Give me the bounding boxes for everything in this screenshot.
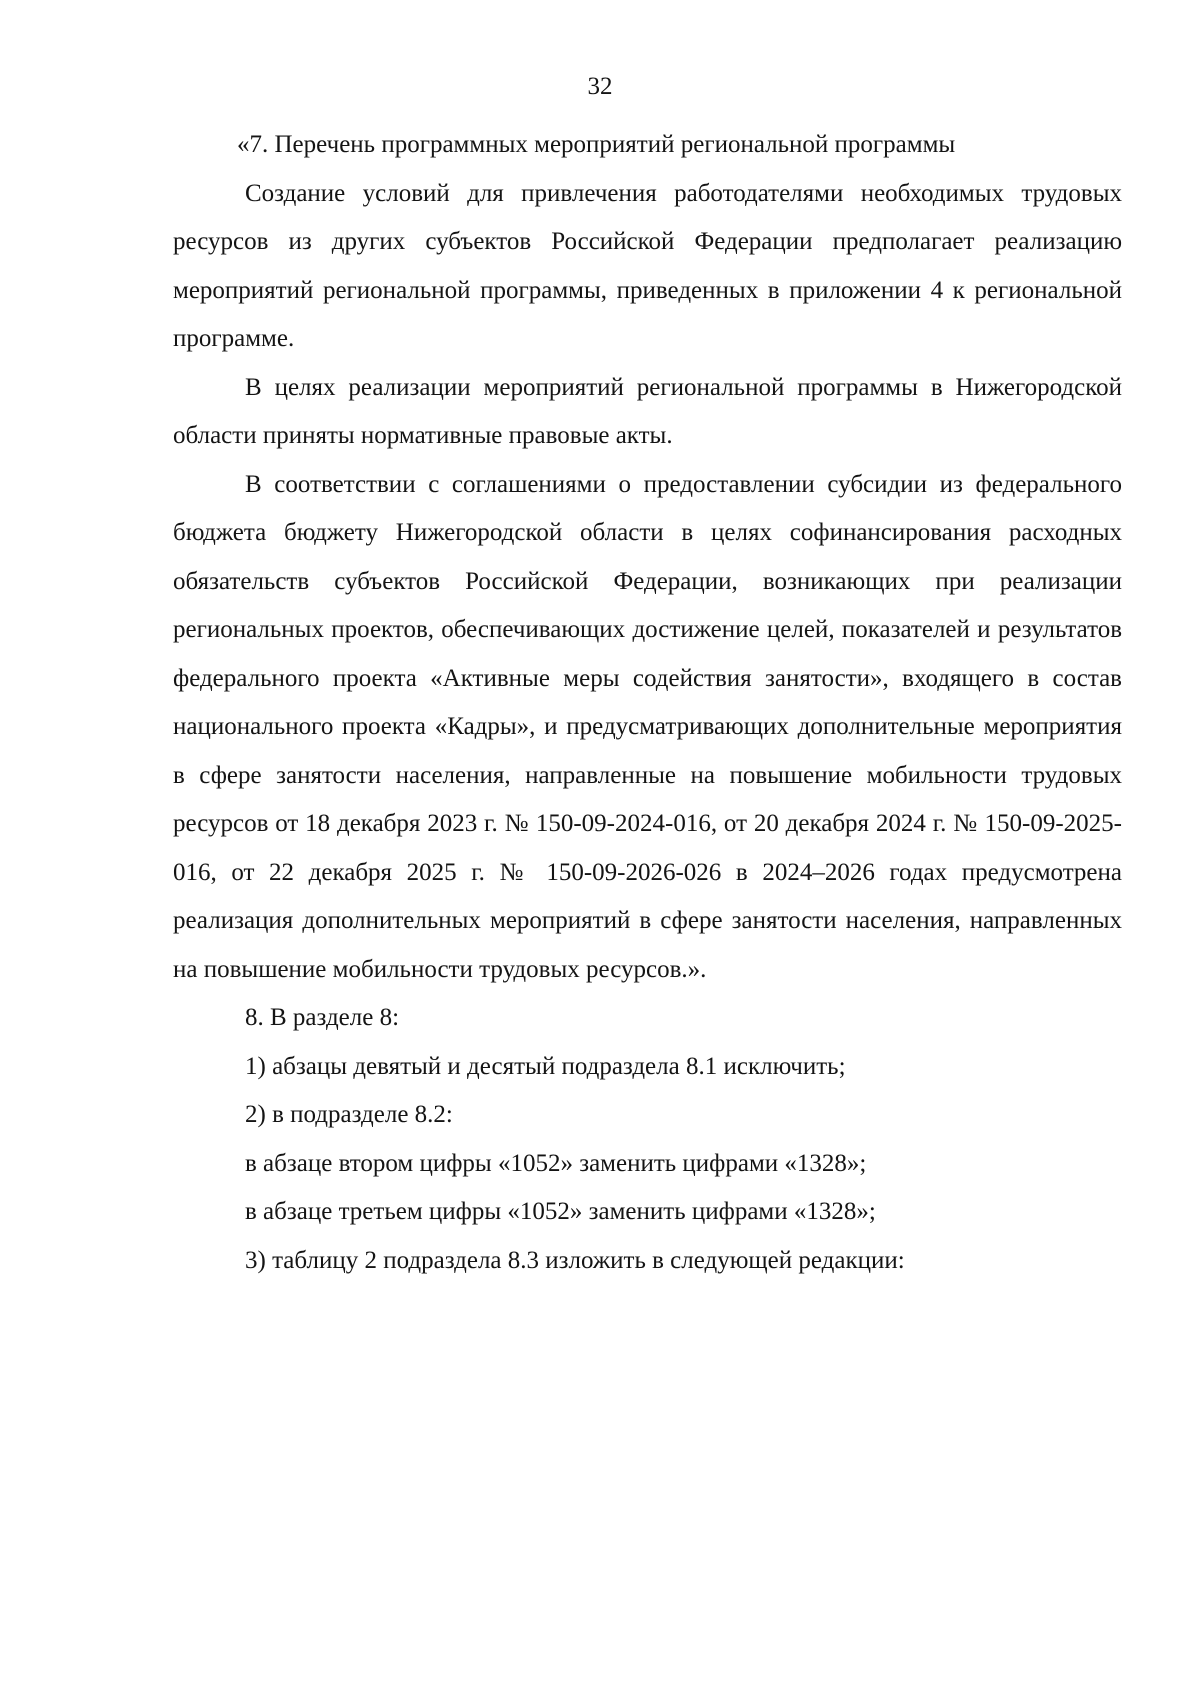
list-item: 3) таблицу 2 подраздела 8.3 изложить в следующей редакции: bbox=[245, 1246, 905, 1274]
paragraph-legal-acts: В целях реализации мероприятий региональной программы в Нижегородской области приняты нормативные правовые акты. bbox=[173, 373, 1122, 449]
section-heading: «7. Перечень программных мероприятий региональной программы bbox=[237, 131, 956, 158]
list-item: 1) абзацы девятый и десятый подраздела 8.1 исключить; bbox=[245, 1052, 846, 1080]
document-body bbox=[173, 121, 1122, 1285]
list-item: в абзаце третьем цифры «1052» заменить цифрами «1328»; bbox=[245, 1198, 876, 1225]
page-number: 32 bbox=[587, 73, 613, 100]
list-item: 2) в подразделе 8.2: bbox=[245, 1101, 453, 1128]
list-item: 8. В разделе 8: bbox=[245, 1004, 400, 1031]
paragraph-intro: Создание условий для привлечения работодателями необходимых трудовых ресурсов из других субъектов Российской Федерации предполагает реализацию мероприятий региональной программы, приведенных в приложении 4 к региональной программе. bbox=[173, 179, 1122, 352]
list-item: в абзаце втором цифры «1052» заменить цифрами «1328»; bbox=[245, 1149, 867, 1177]
paragraph-subsidy-agreements: В соответствии с соглашениями о предоставлении субсидии из федерального бюджета бюджету Нижегородской области в целях софинансирования расходных обязательств субъектов Российской Федерации, возникающих при реализации региональных проектов, обеспечивающих достижение целей, показателей и результатов федерального проекта «Активные меры содействия занятости», входящего в состав национального проекта «Кадры», и предусматривающих дополнительные мероприятия в сфере занятости населения, направленные на повышение мобильности трудовых ресурсов от 18 декабря 2023 г. № 150-09-2024-016, от 20 декабря 2024 г. № 150-09-2025-016, от 22 декабря 2025 г. № 150-09-2026-026 в 2024–2026 годах предусмотрена реализация дополнительных мероприятий в сфере занятости населения, направленных на повышение мобильности трудовых ресурсов.». bbox=[173, 470, 1122, 983]
